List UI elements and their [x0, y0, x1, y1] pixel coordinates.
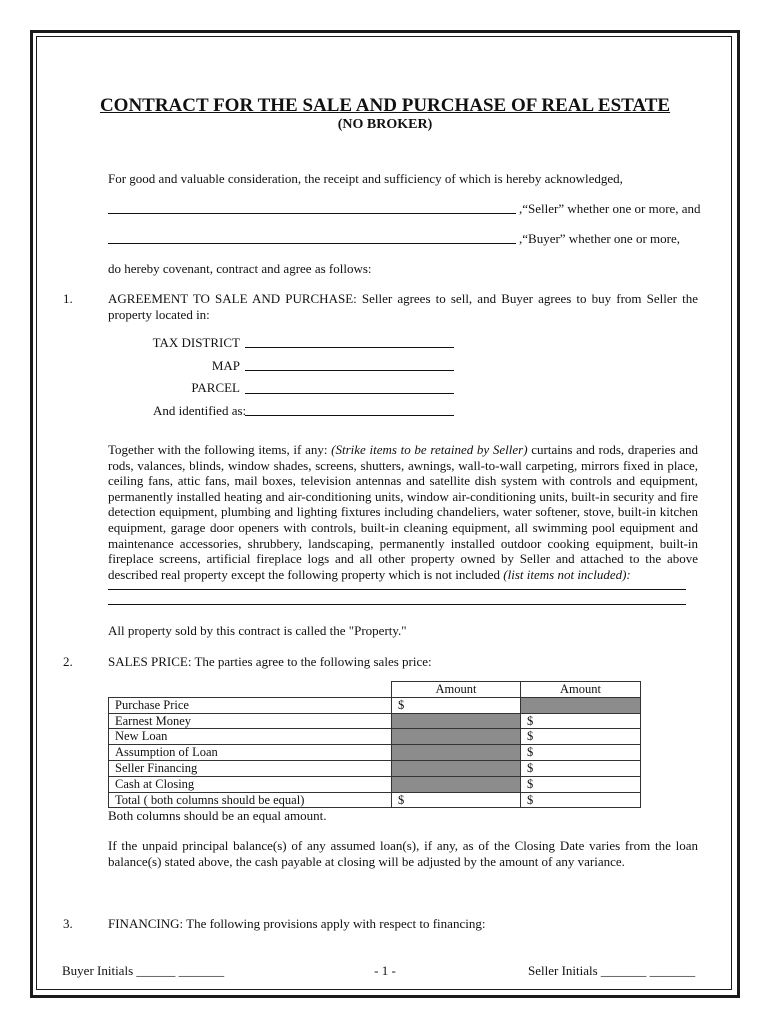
table-row — [109, 713, 641, 729]
row-label: Earnest Money — [109, 713, 392, 729]
seller-name-field[interactable] — [108, 213, 516, 214]
table-header-row — [109, 682, 641, 698]
table-row — [109, 729, 641, 745]
tax-district-field[interactable] — [245, 347, 454, 348]
section-1-number: 1. — [63, 291, 73, 306]
items-not-included-note: (list items not included): — [503, 566, 631, 582]
items-lead: Together with the following items, if any: — [108, 442, 332, 457]
seller-financing-amount[interactable]: $ — [521, 760, 641, 776]
seller-suffix: ,“Seller” whether one or more, and — [519, 201, 701, 216]
shaded-cell — [392, 745, 521, 761]
row-label: Purchase Price — [109, 697, 392, 713]
assumption-of-loan-amount[interactable]: $ — [521, 745, 641, 761]
section-1-text: AGREEMENT TO SALE AND PURCHASE: Seller agrees to sell, and Buyer agrees to buy from Seller the property located in: — [108, 291, 698, 322]
buyer-initials[interactable]: Buyer Initials ______ _______ — [62, 963, 225, 978]
shaded-cell — [392, 760, 521, 776]
table-row — [109, 760, 641, 776]
row-label: New Loan — [109, 729, 392, 745]
items-body: curtains and rods, draperies and rods, valances, blinds, window shades, screens, shutters, awnings, wall-to-wall carpeting, mirrors fixed in place, ceiling fans, attic fans, mail boxes, television antennas and satellite dish system with controls and equipment, permanently installed heating and air-conditioning units, window air-conditioning units, built-in security and fire detection equipment, plumbing and lighting fixtures including chandeliers, water softener, stove, built-in kitchen equipment, garage door openers with controls, built-in cleaning equipment, all swimming pool equipment and maintenance accessories, shrubbery, landscaping, permanently installed outdoor cooking equipment, built-in fireplace screens, artificial fireplace logs and all other property owned by Seller and attached to the above described real property except the following property which is not included — [108, 442, 698, 582]
equal-amount-note: Both columns should be an equal amount. — [108, 808, 327, 823]
table-corner — [109, 682, 392, 698]
sales-price-table — [108, 681, 641, 808]
document-subtitle: (NO BROKER) — [337, 117, 433, 132]
map-field[interactable] — [245, 370, 454, 371]
excluded-items-line-2[interactable] — [108, 604, 686, 605]
row-label: Seller Financing — [109, 760, 392, 776]
section-2-text: SALES PRICE: The parties agree to the following sales price: — [108, 654, 432, 669]
shaded-cell — [392, 729, 521, 745]
section-3-number: 3. — [63, 916, 73, 931]
section-2-number: 2. — [63, 654, 73, 669]
tax-district-label: TAX DISTRICT — [152, 335, 240, 350]
table-row — [109, 745, 641, 761]
row-label: Assumption of Loan — [109, 745, 392, 761]
seller-initials[interactable]: Seller Initials _______ _______ — [528, 963, 696, 978]
map-label: MAP — [211, 358, 240, 373]
total-amount-1[interactable]: $ — [392, 792, 521, 808]
items-strike-note: (Strike items to be retained by Seller) — [331, 442, 528, 457]
included-items-paragraph — [108, 442, 698, 582]
total-amount-2[interactable]: $ — [521, 792, 641, 808]
earnest-money-amount[interactable]: $ — [521, 713, 641, 729]
table-row — [109, 697, 641, 713]
table-row — [109, 776, 641, 792]
amount-header-2: Amount — [521, 682, 641, 698]
parcel-label: PARCEL — [191, 380, 240, 395]
section-3-text: FINANCING: The following provisions apply with respect to financing: — [108, 916, 486, 931]
consideration-text: For good and valuable consideration, the receipt and sufficiency of which is hereby acknowledged, — [108, 171, 623, 186]
table-row — [109, 792, 641, 808]
shaded-cell — [392, 776, 521, 792]
shaded-cell — [521, 697, 641, 713]
property-note: All property sold by this contract is called the "Property." — [108, 623, 407, 638]
covenant-text: do hereby covenant, contract and agree as follows: — [108, 261, 372, 276]
row-label: Cash at Closing — [109, 776, 392, 792]
page-number: - 1 - — [374, 963, 396, 978]
shaded-cell — [392, 713, 521, 729]
identified-as-label: And identified as: — [153, 403, 247, 418]
identified-as-field[interactable] — [245, 415, 454, 416]
new-loan-amount[interactable]: $ — [521, 729, 641, 745]
buyer-name-field[interactable] — [108, 243, 516, 244]
row-label: Total ( both columns should be equal) — [109, 792, 392, 808]
document-title: CONTRACT FOR THE SALE AND PURCHASE OF REAL ESTATE — [99, 95, 671, 116]
buyer-suffix: ,“Buyer” whether one or more, — [519, 231, 680, 246]
excluded-items-line-1[interactable] — [108, 589, 686, 590]
amount-header-1: Amount — [392, 682, 521, 698]
purchase-price-amount[interactable]: $ — [392, 697, 521, 713]
variance-note: If the unpaid principal balance(s) of any assumed loan(s), if any, as of the Closing Date varies from the loan balance(s) stated above, the cash payable at closing will be adjusted by the amount of any variance. — [108, 838, 698, 869]
parcel-field[interactable] — [245, 393, 454, 394]
cash-at-closing-amount[interactable]: $ — [521, 776, 641, 792]
